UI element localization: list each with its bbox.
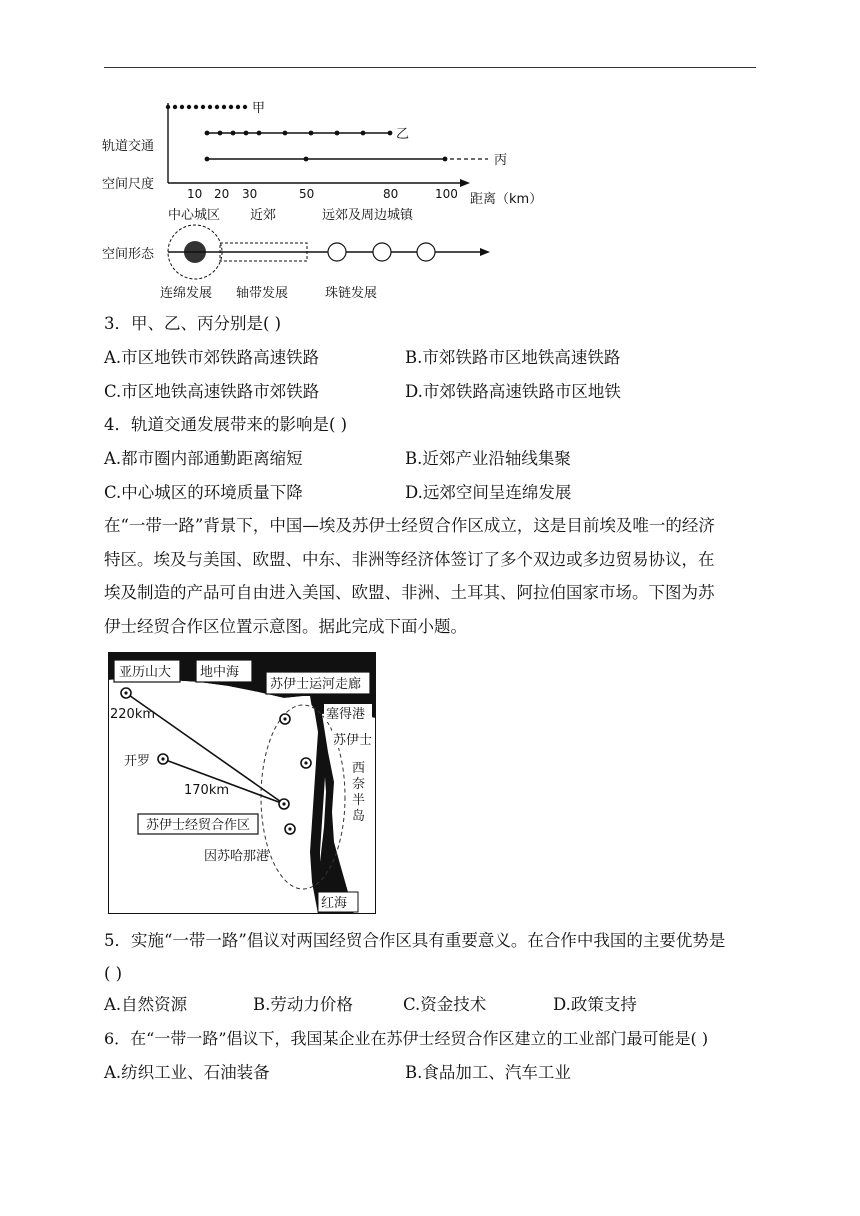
q5-option-b[interactable]: B.劳动力价格 <box>253 995 353 1014</box>
q5-stem-line-2: ( ) <box>104 964 123 983</box>
rail-label: 轨道交通 <box>102 139 155 154</box>
q3-option-b[interactable]: B.市郊铁路市区地铁高速铁路 <box>405 348 621 367</box>
alexandria-marker <box>121 688 131 698</box>
port-said-marker <box>280 714 290 724</box>
form-axial: 轴带发展 <box>236 286 289 301</box>
q4-option-d[interactable]: D.远郊空间呈连绵发展 <box>405 483 572 502</box>
q5-option-d[interactable]: D.政策支持 <box>553 995 637 1014</box>
axis-label: 距离（km） <box>470 192 543 207</box>
line-bing-label: 丙 <box>494 153 508 168</box>
q4-option-b[interactable]: B.近郊产业沿轴线集聚 <box>405 449 571 468</box>
zone-far: 远郊及周边城镇 <box>322 208 414 223</box>
q6-stem: 6．在“一带一路”倡议下，我国某企业在苏伊士经贸合作区建立的工业部门最可能是( ) <box>104 1029 709 1048</box>
tick-50: 50 <box>299 187 315 201</box>
passage-line-2: 特区。埃及与美国、欧盟、中东、非洲等经济体签订了多个双边或多边贸易协议，在 <box>104 550 715 569</box>
suez-map <box>108 652 376 914</box>
line-jia <box>166 105 247 109</box>
zone-label: 苏伊士经贸合作区 <box>146 818 251 833</box>
port-said-label: 塞得港 <box>326 707 366 722</box>
sinai-char: 西 <box>352 761 366 776</box>
tick-10: 10 <box>187 187 203 201</box>
cairo-label: 开罗 <box>124 754 151 769</box>
sinai-char: 半 <box>352 793 366 808</box>
mediterranean-label: 地中海 <box>200 665 240 680</box>
sinai-label <box>352 761 365 824</box>
canal-corridor-label: 苏伊士运河走廊 <box>270 677 362 692</box>
suez-marker <box>301 758 311 768</box>
sinai-char: 奈 <box>352 777 366 792</box>
alexandria-label: 亚历山大 <box>119 665 172 680</box>
zone-near: 近郊 <box>250 208 277 223</box>
tick-30: 30 <box>242 187 258 201</box>
red-sea-label: 红海 <box>321 896 348 911</box>
line-jia-label: 甲 <box>252 101 266 116</box>
suez-label: 苏伊士 <box>333 733 373 748</box>
rail-transit-diagram <box>100 95 550 310</box>
zone-marker <box>279 799 289 809</box>
q4-stem: 4．轨道交通发展带来的影响是( ) <box>104 415 348 434</box>
sokhna-marker <box>285 824 295 834</box>
q3-option-d[interactable]: D.市郊铁路高速铁路市区地铁 <box>405 382 621 401</box>
form-contiguous: 连绵发展 <box>160 286 213 301</box>
dist-220: 220km <box>110 707 156 722</box>
dist-170: 170km <box>184 783 230 798</box>
form-label: 空间形态 <box>102 247 155 262</box>
q6-option-b[interactable]: B.食品加工、汽车工业 <box>405 1063 571 1082</box>
q6-option-a[interactable]: A.纺织工业、石油装备 <box>104 1063 270 1082</box>
q3-option-a[interactable]: A.市区地铁市郊铁路高速铁路 <box>104 348 320 367</box>
sinai-char: 岛 <box>352 809 366 824</box>
passage-line-4: 伊士经贸合作区位置示意图。据此完成下面小题。 <box>104 617 467 636</box>
cairo-marker <box>158 754 168 764</box>
passage-line-3: 埃及制造的产品可自由进入美国、欧盟、非洲、土耳其、阿拉伯国家市场。下图为苏 <box>104 583 715 602</box>
sokhna-label: 因苏哈那港 <box>204 849 270 864</box>
q3-stem: 3．甲、乙、丙分别是( ) <box>104 314 282 333</box>
q5-option-c[interactable]: C.资金技术 <box>403 995 487 1014</box>
passage-line-1: 在“一带一路”背景下，中国—埃及苏伊士经贸合作区成立，这是目前埃及唯一的经济 <box>104 516 715 535</box>
q4-option-a[interactable]: A.都市圈内部通勤距离缩短 <box>104 449 303 468</box>
tick-100: 100 <box>435 187 458 201</box>
header-rule <box>104 67 756 68</box>
scale-label: 空间尺度 <box>102 177 155 192</box>
line-yi-label: 乙 <box>396 127 410 142</box>
q5-stem-line-1: 5．实施“一带一路”倡议对两国经贸合作区具有重要意义。在合作中我国的主要优势是 <box>104 931 726 950</box>
zone-center: 中心城区 <box>168 208 221 223</box>
tick-20: 20 <box>214 187 230 201</box>
q4-option-c[interactable]: C.中心城区的环境质量下降 <box>104 483 303 502</box>
q5-option-a[interactable]: A.自然资源 <box>104 995 188 1014</box>
tick-80: 80 <box>383 187 399 201</box>
q3-option-c[interactable]: C.市区地铁高速铁路市郊铁路 <box>104 382 320 401</box>
form-beaded: 珠链发展 <box>325 286 378 301</box>
